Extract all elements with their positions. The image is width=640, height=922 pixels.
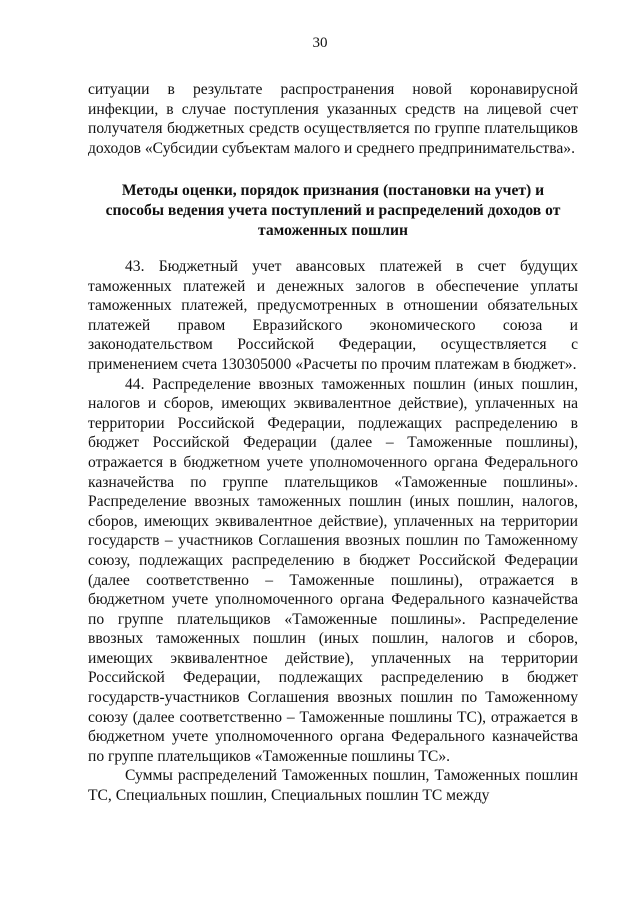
paragraph-sums: Суммы распределений Таможенных пошлин, Таможенных пошлин ТС, Специальных пошлин, Специальных пошлин ТС между [88,767,578,805]
page-number: 30 [312,35,328,51]
section-heading: Методы оценки, порядок признания (постановки на учет) и способы ведения учета поступлений и распределений доходов от таможенных пошлин [105,182,561,239]
paragraph-43: 43. Бюджетный учет авансовых платежей в счет будущих таможенных платежей и денежных залогов в обеспечение уплаты таможенных платежей, предусмотренных в отношении обязательных платежей правом Евразийского экономического союза и законодательством Российской Федерации, осуществляется с применением счета 130305000 «Расчеты по прочим платежам в бюджет». [88,258,578,373]
intro-paragraph: ситуации в результате распространения новой коронавирусной инфекции, в случае поступления указанных средств на лицевой счет получателя бюджетных средств осуществляется по группе плательщиков доходов «Субсидии субъектам малого и среднего предпринимательства». [88,81,578,157]
paragraph-44: 44. Распределение ввозных таможенных пошлин (иных пошлин, налогов и сборов, имеющих эквивалентное действие), уплаченных на территории Российской Федерации, подлежащих распределению в бюджет Российской Федерации (далее – Таможенные пошлины), отражается в бюджетном учете уполномоченного органа Федерального казначейства по группе плательщиков «Таможенные пошлины». Распределение ввозных таможенных пошлин (иных пошлин, налогов, сборов, имеющих эквивалентное действие), уплаченных на территории государств – участников Соглашения ввозных пошлин по Таможенному союзу, подлежащих распределению в бюджет Российской Федерации (далее соответственно – Таможенные пошлины), отражается в бюджетном учете уполномоченного органа Федерального казначейства по группе плательщиков «Таможенные пошлины». Распределение ввозных таможенных пошлин (иных пошлин, налогов и сборов, имеющих эквивалентное действие), уплаченных на территории Российской Федерации, подлежащих распределению в бюджет государств-участников Соглашения ввозных пошлин по Таможенному союзу (далее соответственно – Таможенные пошлины ТС), отражается в бюджетном учете уполномоченного органа Федерального казначейства по группе плательщиков «Таможенные пошлины ТС». [88,375,578,765]
section-block [88,181,578,806]
intro-block [88,80,578,158]
